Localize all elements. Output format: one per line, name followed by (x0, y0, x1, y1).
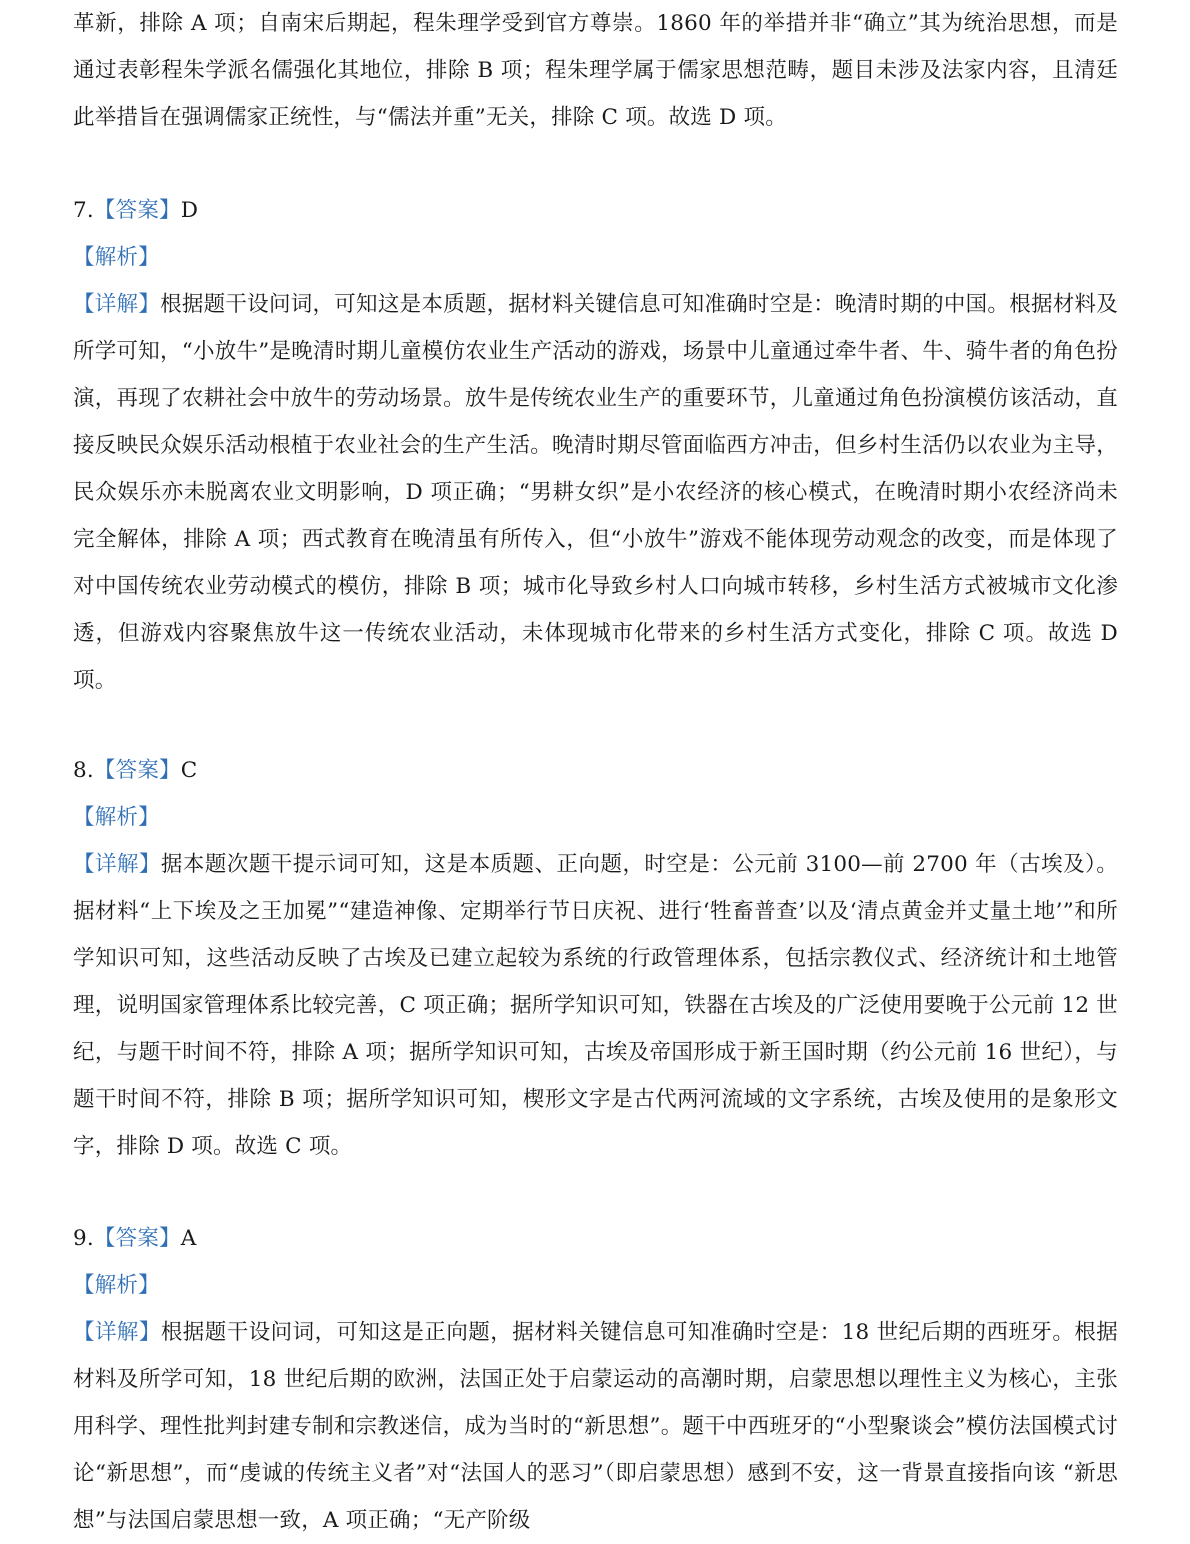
answer-value: A (180, 1226, 197, 1251)
question-9-block (73, 1215, 1118, 1544)
detail-text: 据本题次题干提示词可知，这是本质题、正向题，时空是：公元前 3100—前 2700 年（古埃及）。据材料“上下埃及之王加冕”“建造神像、定期举行节日庆祝、进行‘牲畜普查’以及‘清点黄金并丈量土地’”和所学知识可知，这些活动反映了古埃及已建立起较为系统的行政管理体系，包括宗教仪式、经济统计和土地管理，说明国家管理体系比较完善，C 项正确；据所学知识可知，铁器在古埃及的广泛使用要晚于公元前 12 世纪，与题干时间不符，排除 A 项；据所学知识可知，古埃及帝国形成于新王国时期（约公元前 16 世纪），与题干时间不符，排除 B 项；据所学知识可知，楔形文字是古代两河流域的文字系统，古埃及使用的是象形文字，排除 D 项。故选 C 项。 (73, 852, 1119, 1159)
detail-tag: 【详解】 (73, 292, 161, 317)
question-number: 8. (73, 758, 94, 783)
answer-line (73, 1215, 1118, 1262)
detail-text: 根据题干设问词，可知这是本质题，据材料关键信息可知准确时空是：晚清时期的中国。根据材料及所学可知，“小放牛”是晚清时期儿童模仿农业生产活动的游戏，场景中儿童通过牵牛者、牛、骑牛者的角色扮演，再现了农耕社会中放牛的劳动场景。放牛是传统农业生产的重要环节，儿童通过角色扮演模仿该活动，直接反映民众娱乐活动根植于农业社会的生产生活。晚清时期尽管面临西方冲击，但乡村生活仍以农业为主导，民众娱乐亦未脱离农业文明影响，D 项正确；“男耕女织”是小农经济的核心模式，在晚清时期小农经济尚未完全解体，排除 A 项；西式教育在晚清虽有所传入，但“小放牛”游戏不能体现劳动观念的改变，而是体现了对中国传统农业劳动模式的模仿，排除 B 项；城市化导致乡村人口向城市转移，乡村生活方式被城市文化渗透，但游戏内容聚焦放牛这一传统农业活动，未体现城市化带来的乡村生活方式变化，排除 C 项。故选 D 项。 (73, 292, 1118, 693)
question-8-block (73, 747, 1118, 1170)
question-number: 7. (73, 198, 94, 223)
answer-value: C (180, 758, 198, 783)
detail-paragraph (73, 841, 1118, 1170)
detail-paragraph (73, 281, 1118, 704)
intro-block (73, 0, 1118, 141)
analysis-tag: 【解析】 (73, 1273, 160, 1298)
detail-paragraph (73, 1309, 1118, 1544)
analysis-tag: 【解析】 (73, 245, 160, 270)
answer-value: D (180, 198, 199, 223)
detail-text: 根据题干设问词，可知这是正向题，据材料关键信息可知准确时空是：18 世纪后期的西班牙。根据材料及所学可知，18 世纪后期的欧洲，法国正处于启蒙运动的高潮时期，启蒙思想以理性主义为核心，主张用科学、理性批判封建专制和宗教迷信，成为当时的“新思想”。题干中西班牙的“小型聚谈会”模仿法国模式讨论“新思想”，而“虔诚的传统主义者”对“法国人的恶习”（即启蒙思想）感到不安，这一背景直接指向该 “新思想”与法国启蒙思想一致，A 项正确；“无产阶级 (73, 1320, 1118, 1533)
question-7-block (73, 187, 1118, 704)
detail-tag: 【详解】 (73, 1320, 161, 1345)
answer-line (73, 747, 1118, 794)
detail-tag: 【详解】 (73, 852, 161, 877)
question-number: 9. (73, 1226, 94, 1251)
intro-paragraph: 革新，排除 A 项；自南宋后期起，程朱理学受到官方尊崇。1860 年的举措并非“确立”其为统治思想，而是通过表彰程朱学派名儒强化其地位，排除 B 项；程朱理学属于儒家思想范畴，题目未涉及法家内容，且清廷此举措旨在强调儒家正统性，与“儒法并重”无关，排除 C 项。故选 D 项。 (73, 11, 1118, 130)
answer-tag: 【答案】 (93, 198, 181, 223)
answer-tag: 【答案】 (93, 1226, 181, 1251)
answer-tag: 【答案】 (93, 758, 181, 783)
analysis-tag: 【解析】 (73, 805, 160, 830)
answer-line (73, 187, 1118, 234)
